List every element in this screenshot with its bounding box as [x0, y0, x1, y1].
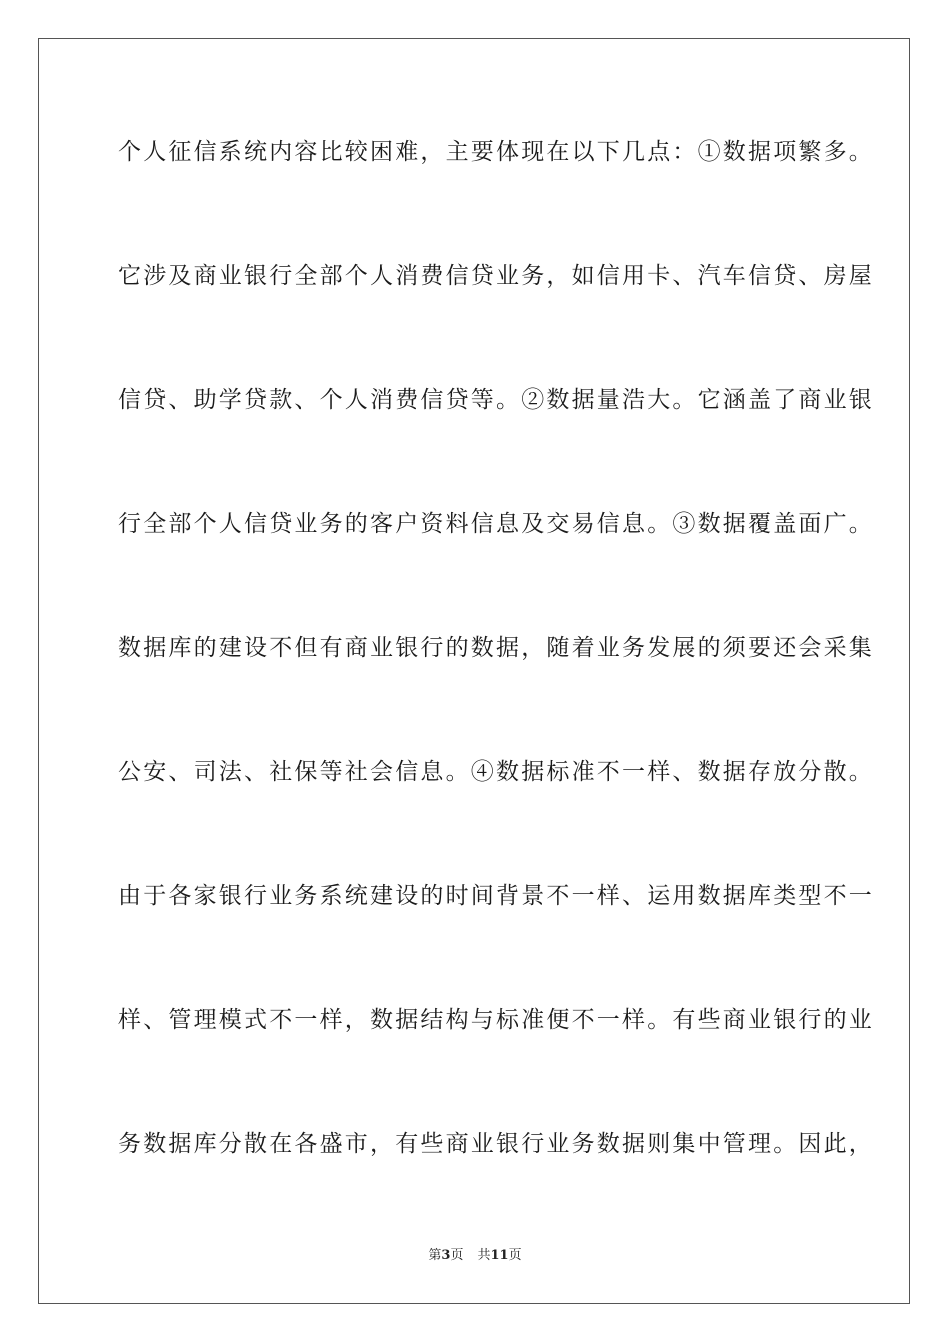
text-line: 样、管理模式不一样，数据结构与标准便不一样。有些商业银行的业: [118, 1007, 874, 1033]
page-number-prefix: 第: [428, 1248, 442, 1263]
page-number-suffix: 页: [450, 1248, 464, 1263]
page-border: [38, 38, 910, 1304]
text-line: 行全部个人信贷业务的客户资料信息及交易信息。③数据覆盖面广。: [118, 511, 874, 537]
page-total-prefix: 共: [477, 1248, 491, 1263]
text-line: 务数据库分散在各盛市，有些商业银行业务数据则集中管理。因此，: [118, 1131, 874, 1157]
text-line: 数据库的建设不但有商业银行的数据，随着业务发展的须要还会采集: [118, 635, 874, 661]
text-line: 由于各家银行业务系统建设的时间背景不一样、运用数据库类型不一: [118, 883, 874, 909]
page-footer: [0, 1247, 950, 1265]
text-line: 公安、司法、社保等社会信息。④数据标准不一样、数据存放分散。: [118, 759, 874, 785]
page-number: 3: [441, 1248, 451, 1263]
text-line: 它涉及商业银行全部个人消费信贷业务，如信用卡、汽车信贷、房屋: [118, 263, 874, 289]
page-total-suffix: 页: [508, 1248, 522, 1263]
text-line: 个人征信系统内容比较困难，主要体现在以下几点：①数据项繁多。: [118, 139, 874, 165]
text-line: 信贷、助学贷款、个人消费信贷等。②数据量浩大。它涵盖了商业银: [118, 387, 874, 413]
page-total: 11: [490, 1248, 509, 1263]
